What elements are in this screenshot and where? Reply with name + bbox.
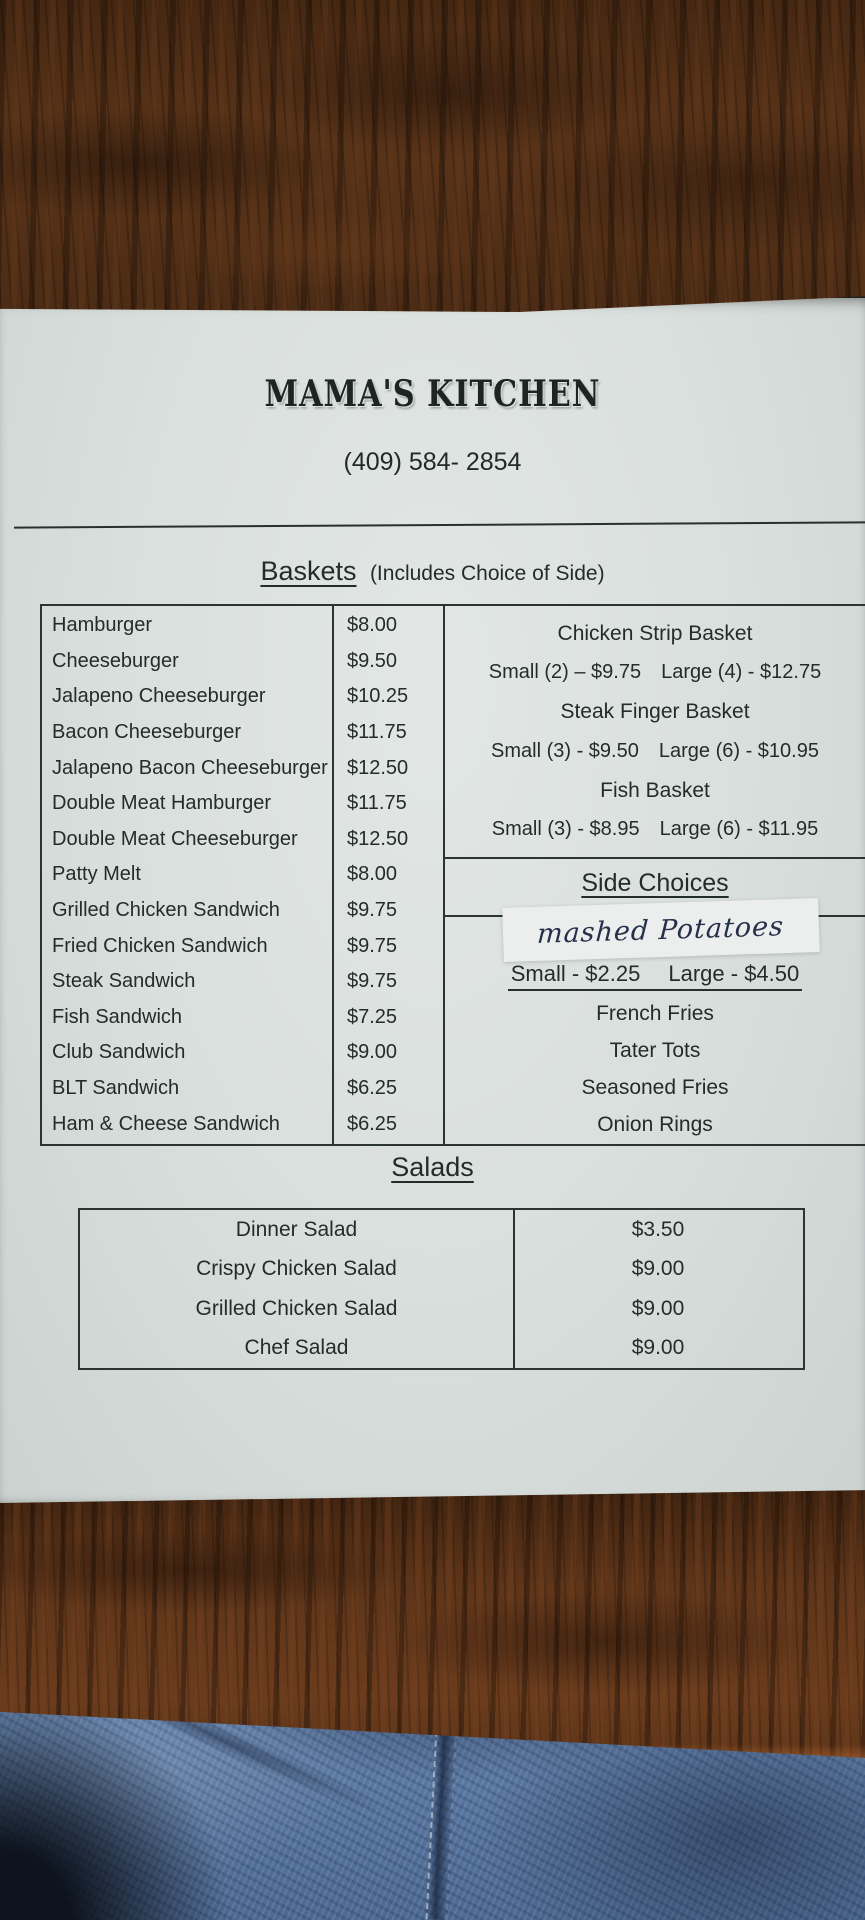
menu-item-row — [42, 964, 443, 1000]
baskets-table — [40, 604, 865, 1146]
specialty-baskets-panel — [445, 606, 865, 859]
side-choices-heading: Side Choices — [581, 869, 729, 897]
salad-price: $9.00 — [631, 1296, 685, 1320]
menu-item-name: Double Meat Cheeseburger — [52, 827, 298, 850]
menu-item-row — [42, 1106, 443, 1142]
salad-name: Chef Salad — [244, 1336, 349, 1360]
menu-item-row — [42, 893, 443, 929]
side-option: Seasoned Fries — [581, 1075, 729, 1099]
specialty-basket-name: Fish Basket — [600, 778, 710, 802]
menu-item-price: $6.25 — [347, 1077, 398, 1100]
menu-item-price: $8.00 — [347, 614, 398, 637]
specialty-large-price: Large (6) - $11.95 — [659, 818, 819, 841]
side-pricing-text — [508, 961, 803, 991]
specialty-basket-name: Steak Finger Basket — [560, 700, 750, 724]
menu-item-price: $9.00 — [347, 1041, 398, 1064]
salad-price: $9.00 — [631, 1257, 685, 1281]
salad-name: Dinner Salad — [235, 1217, 358, 1241]
restaurant-title: MAMA'S KITCHEN — [264, 372, 601, 415]
specialty-basket-prices — [445, 661, 865, 684]
salad-row — [80, 1329, 803, 1369]
menu-item-row — [42, 1000, 443, 1036]
menu-item-name: BLT Sandwich — [52, 1077, 180, 1100]
menu-item-name: Hamburger — [52, 614, 153, 637]
menu-item-name: Fish Sandwich — [52, 1005, 183, 1028]
menu-item-row — [42, 786, 443, 822]
specialty-small-price: Small (3) - $9.50 — [491, 739, 639, 762]
menu-item-name: Club Sandwich — [52, 1041, 186, 1064]
specialty-basket-prices — [445, 740, 865, 763]
menu-item-name: Double Meat Hamburger — [52, 792, 271, 815]
specialty-small-price: Small (3) - $8.95 — [491, 818, 640, 841]
menu-item-price: $9.50 — [347, 649, 398, 672]
menu-item-name: Jalapeno Bacon Cheeseburger — [52, 756, 328, 779]
menu-item-row — [42, 644, 443, 680]
specialty-small-price: Small (2) – $9.75 — [488, 661, 642, 684]
wood-table-top — [0, 0, 865, 312]
salad-price: $3.50 — [631, 1217, 685, 1241]
menu-item-price: $11.75 — [347, 792, 407, 815]
side-option: Tater Tots — [609, 1038, 701, 1062]
baskets-heading-label: Baskets — [260, 556, 357, 586]
specialty-large-price: Large (6) - $10.95 — [658, 739, 819, 762]
side-options-list — [445, 995, 865, 1143]
baskets-items-column — [42, 606, 443, 1144]
menu-item-name: Steak Sandwich — [52, 970, 196, 993]
baskets-heading — [0, 556, 865, 587]
side-large-price: Large - $4.50 — [668, 961, 800, 986]
side-small-price: Small - $2.25 — [510, 961, 641, 986]
menu-item-price: $9.75 — [347, 970, 398, 993]
salad-row — [80, 1250, 803, 1290]
menu-item-name: Jalapeno Cheeseburger — [52, 685, 266, 708]
specialty-large-price: Large (4) - $12.75 — [661, 661, 822, 684]
menu-item-price: $12.50 — [347, 756, 409, 779]
divider-rule — [14, 521, 865, 528]
handwritten-item-text: mashed Potatoes — [536, 910, 786, 950]
side-pricing — [445, 961, 865, 991]
menu-item-price: $12.50 — [347, 827, 409, 850]
menu-item-price: $9.75 — [347, 934, 398, 957]
side-option: Onion Rings — [597, 1112, 713, 1136]
menu-item-row — [42, 1071, 443, 1107]
salads-table — [78, 1208, 805, 1370]
menu-item-row — [42, 679, 443, 715]
side-choices-panel — [445, 859, 865, 1144]
menu-item-name: Ham & Cheese Sandwich — [52, 1112, 280, 1135]
menu-item-price: $8.00 — [347, 863, 398, 886]
baskets-heading-note: (Includes Choice of Side) — [369, 562, 605, 585]
menu-item-row — [42, 857, 443, 893]
menu-item-row — [42, 928, 443, 964]
menu-item-name: Grilled Chicken Sandwich — [52, 899, 280, 922]
menu-item-name: Bacon Cheeseburger — [52, 721, 242, 744]
menu-item-name: Fried Chicken Sandwich — [52, 934, 268, 957]
salads-heading: Salads — [391, 1152, 474, 1182]
menu-item-price: $9.75 — [347, 899, 398, 922]
menu-item-row — [42, 608, 443, 644]
menu-item-price: $7.25 — [347, 1005, 398, 1028]
menu-item-price: $11.75 — [347, 721, 407, 744]
specialty-basket-name: Chicken Strip Basket — [557, 621, 753, 645]
menu-item-price: $10.25 — [347, 685, 409, 708]
salad-name: Crispy Chicken Salad — [196, 1257, 397, 1281]
handwritten-label — [502, 898, 820, 962]
specialty-basket-prices — [445, 818, 865, 841]
menu-paper — [0, 298, 865, 1503]
price-column-divider — [332, 606, 334, 1144]
side-option: French Fries — [596, 1001, 714, 1025]
phone-number: (409) 584- 2854 — [343, 448, 522, 476]
salad-row — [80, 1210, 803, 1250]
salad-price: $9.00 — [631, 1336, 685, 1360]
menu-item-row — [42, 715, 443, 751]
menu-item-name: Patty Melt — [52, 863, 141, 886]
salad-name: Grilled Chicken Salad — [195, 1296, 398, 1320]
salad-row — [80, 1289, 803, 1329]
menu-item-row — [42, 822, 443, 858]
menu-item-row — [42, 1035, 443, 1071]
salads-price-divider — [513, 1210, 515, 1368]
menu-item-name: Cheeseburger — [52, 649, 179, 672]
menu-item-price: $6.25 — [347, 1112, 398, 1135]
menu-item-row — [42, 750, 443, 786]
